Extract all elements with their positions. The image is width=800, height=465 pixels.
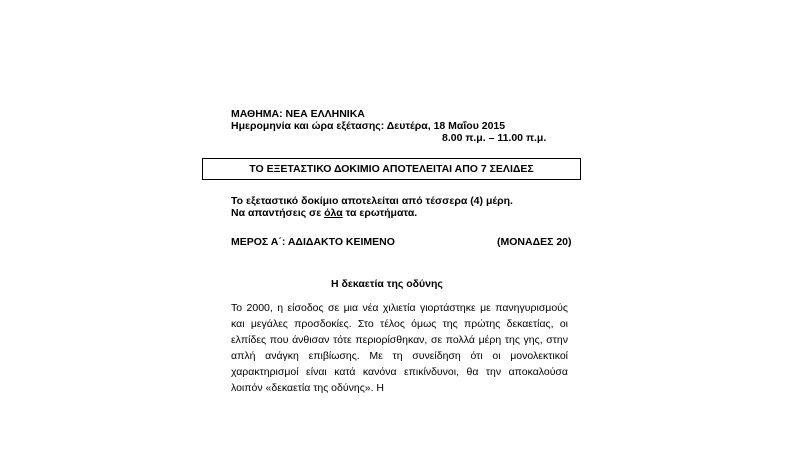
- subject-line: ΜΑΘΗΜΑ: ΝΕΑ ΕΛΛΗΝΙΚΑ: [231, 108, 365, 120]
- section-title: ΜΕΡΟΣ Α΄: ΑΔΙΔΑΚΤΟ ΚΕΙΜΕΝΟ: [231, 236, 395, 248]
- instructions-line-1: Το εξεταστικό δοκίμιο αποτελείται από τέσσερα (4) μέρη.: [231, 195, 513, 207]
- instructions-line-2-end: τα ερωτήματα.: [342, 207, 418, 219]
- instructions-line-2: [231, 207, 417, 220]
- exam-date-line: Ημερομηνία και ώρα εξέτασης: Δευτέρα, 18 Μαΐου 2015: [231, 120, 506, 132]
- paragraph-text: Το 2000, η είσοδος σε μια νέα χιλιετία γιορτάστηκε με πανηγυρισμούς και μεγάλες προσδοκίες. Στο τέλος όμως της πρώτης δεκαετίας, οι ελπίδες που άνθισαν τότε περιορίσθηκαν, σε πολλά μέρη της γης, στην απλή ανάγκη επιβίωσης. Με τη συνείδηση ότι οι μονολεκτικοί χαρακτηρισμοί είναι κατά κανόνα επικίνδυνοι, θα την αποκαλούσα λοιπόν «δεκαετία της οδύνης». Η: [231, 302, 568, 394]
- unseen-text-paragraph: [231, 300, 568, 394]
- exam-time-line: 8.00 π.μ. – 11.00 π.μ.: [442, 132, 547, 144]
- page-count-notice: ΤΟ ΕΞΕΤΑΣΤΙΚΟ ΔΟΚΙΜΙΟ ΑΠΟΤΕΛΕΙΤΑΙ ΑΠΟ 7 ΣΕΛΙΔΕΣ: [249, 163, 534, 175]
- text-title: Η δεκαετία της οδύνης: [331, 278, 443, 290]
- instructions-underlined-word: όλα: [324, 207, 343, 219]
- page-count-notice-box: [202, 158, 581, 180]
- section-points: (ΜΟΝΑΔΕΣ 20): [497, 236, 572, 248]
- instructions-line-2-start: Να απαντήσεις σε: [231, 207, 325, 219]
